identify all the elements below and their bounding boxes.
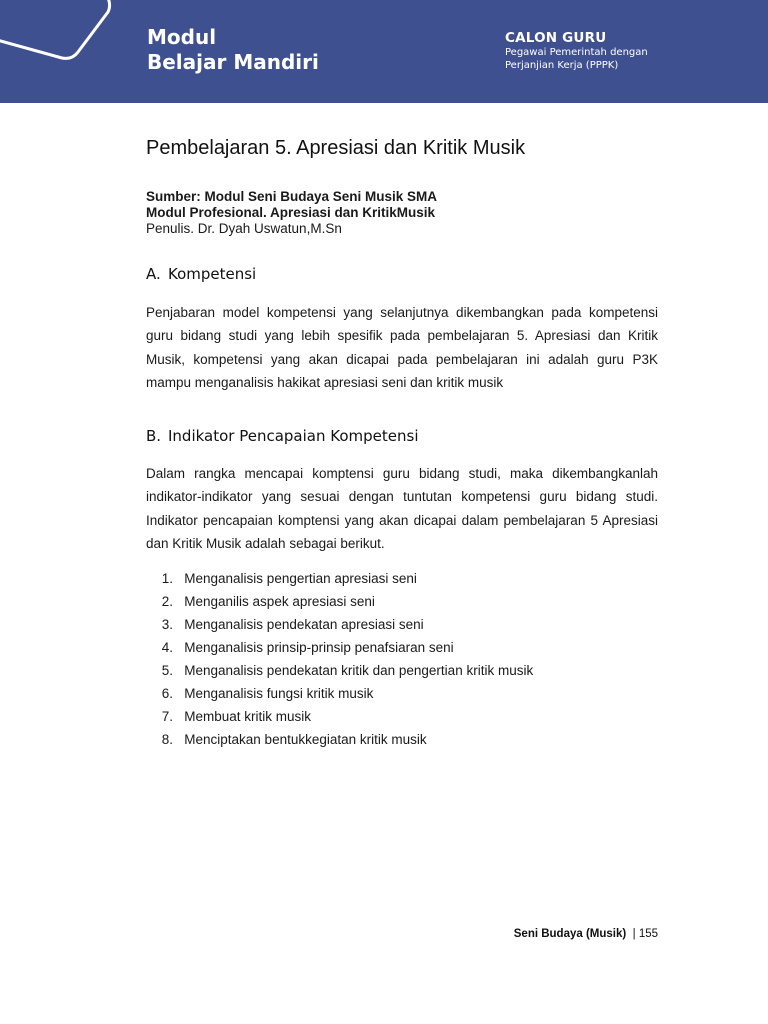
page-title: Pembelajaran 5. Apresiasi dan Kritik Musik	[146, 137, 526, 159]
footer-separator: |	[632, 928, 636, 940]
calon-guru-title: CALON GURU	[505, 30, 607, 46]
calon-guru-subtitle-line2: Perjanjian Kerja (PPPK)	[505, 60, 619, 71]
list-item: 7. Membuat kritik musik	[161, 709, 312, 724]
module-title	[147, 25, 319, 75]
source-author: Penulis. Dr. Dyah Uswatun,M.Sn	[146, 221, 342, 236]
list-item: 8. Menciptakan bentukkegiatan kritik musik	[161, 732, 427, 747]
section-a-number: A.	[146, 265, 161, 283]
section-b-title: Indikator Pencapaian Kompetensi	[168, 427, 419, 445]
section-a-title: Kompetensi	[168, 265, 257, 283]
section-a-heading	[146, 265, 256, 283]
module-title-line2: Belajar Mandiri	[147, 50, 319, 74]
source-line2: Modul Profesional. Apresiasi dan KritikMusik	[146, 205, 436, 220]
source-block	[146, 189, 437, 237]
section-a-paragraph: Penjabaran model kompetensi yang selanjutnya dikembangkan pada kompetensi guru bidang studi yang lebih spesifik pada pembelajaran 5. Apresiasi dan Kritik Musik, kompetensi yang akan dicapai pada pembelajaran ini adalah guru P3K mampu menganalisis hakikat apresiasi seni dan kritik musik	[146, 305, 658, 390]
list-item: 6. Menganalisis fungsi kritik musik	[161, 686, 374, 701]
list-item: 4. Menganalisis prinsip-prinsip penafsiaran seni	[161, 640, 454, 655]
calon-guru-block	[505, 30, 648, 72]
list-item: 2. Menganilis aspek apresiasi seni	[161, 594, 375, 609]
section-b-number: B.	[146, 427, 162, 445]
header-band	[0, 0, 768, 103]
source-line1: Sumber: Modul Seni Budaya Seni Musik SMA	[146, 189, 438, 204]
list-item: 1. Menganalisis pengertian apresiasi seni	[161, 571, 417, 586]
calon-guru-subtitle-line1: Pegawai Pemerintah dengan	[505, 47, 648, 58]
decorative-outline-icon	[0, 0, 120, 103]
page-number: 155	[638, 928, 658, 940]
indicator-list	[146, 567, 533, 751]
footer-label: Seni Budaya (Musik)	[513, 928, 627, 940]
page-footer	[514, 928, 658, 940]
list-item: 3. Menganalisis pendekatan apresiasi seni	[161, 617, 424, 632]
section-b-paragraph: Dalam rangka mencapai komptensi guru bidang studi, maka dikembangkanlah indikator-indikator yang sesuai dengan tuntutan kompetensi guru bidang studi. Indikator pencapaian komptensi yang akan dicapai dalam pembelajaran 5 Apresiasi dan Kritik Musik adalah sebagai berikut.	[146, 466, 658, 551]
module-title-line1: Modul	[147, 25, 217, 49]
list-item: 5. Menganalisis pendekatan kritik dan pengertian kritik musik	[161, 663, 534, 678]
section-b-heading	[146, 427, 419, 445]
